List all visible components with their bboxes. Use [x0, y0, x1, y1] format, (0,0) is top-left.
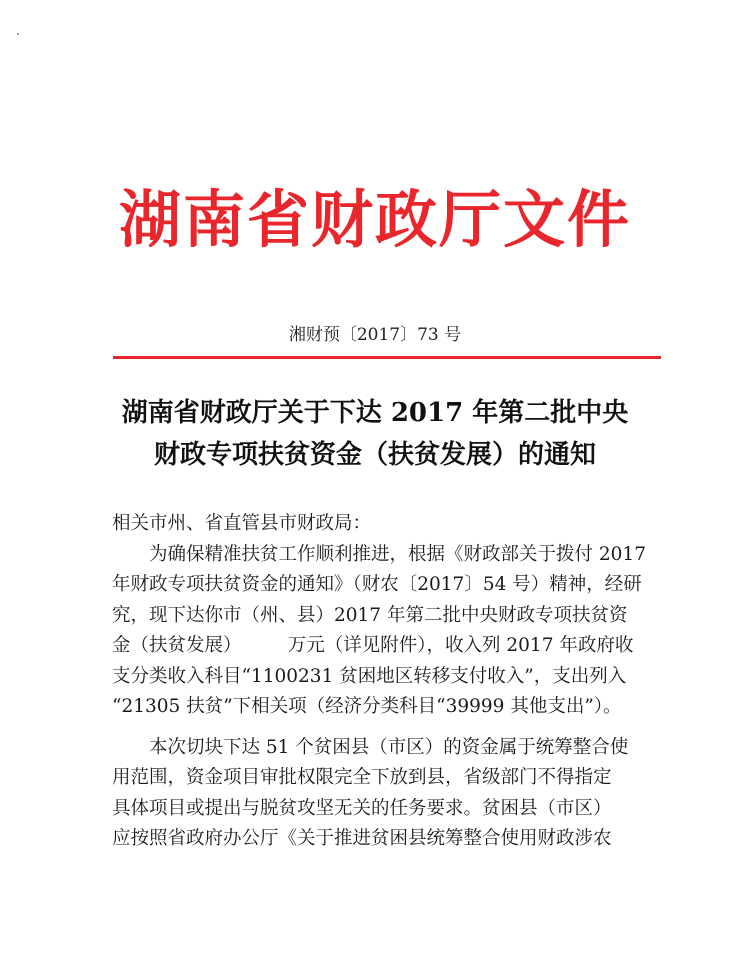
- red-divider-line: [113, 356, 661, 359]
- body-line: 金（扶贫发展） 万元（详见附件），收入列 2017 年政府收: [112, 635, 634, 656]
- notice-title-line-2: 财政专项扶贫资金（扶贫发展）的通知: [153, 440, 596, 470]
- body-line: 究，现下达你市（州、县）2017 年第二批中央财政专项扶贫资: [112, 604, 628, 626]
- body-line: 本次切块下达 51 个贫困县（市区）的资金属于统筹整合使: [149, 736, 629, 758]
- body-line: 支分类收入科目“1100231 贫困地区转移支付收入”，支出列入: [112, 665, 627, 687]
- body-line: 用范围，资金项目审批权限完全下放到县，省级部门不得指定: [112, 767, 612, 788]
- body-line: 年财政专项扶贫资金的通知》（财农〔2017〕54 号）精神，经研: [112, 574, 642, 595]
- document-number: 湘财预〔2017〕73 号: [288, 325, 462, 345]
- notice-title: [0, 392, 750, 476]
- body-line: “21305 扶贫”下相关项（经济分类科目“39999 其他支出”）。: [112, 696, 622, 717]
- notice-title-line-1: 湖南省财政厅关于下达 2017 年第二批中央: [121, 398, 629, 428]
- body-line: 为确保精准扶贫工作顺利推进，根据《财政部关于拨付 2017: [149, 543, 646, 565]
- document-header-title: 湖南省财政厅文件: [118, 183, 631, 256]
- scan-speck: [17, 33, 19, 35]
- body-line: 应按照省政府办公厅《关于推进贫困县统筹整合使用财政涉农: [112, 828, 612, 849]
- notice-body: [112, 509, 660, 855]
- salutation: 相关市州、省直管县市财政局：: [112, 513, 372, 534]
- body-line: 具体项目或提出与脱贫攻坚无关的任务要求。贫困县（市区）: [112, 797, 612, 819]
